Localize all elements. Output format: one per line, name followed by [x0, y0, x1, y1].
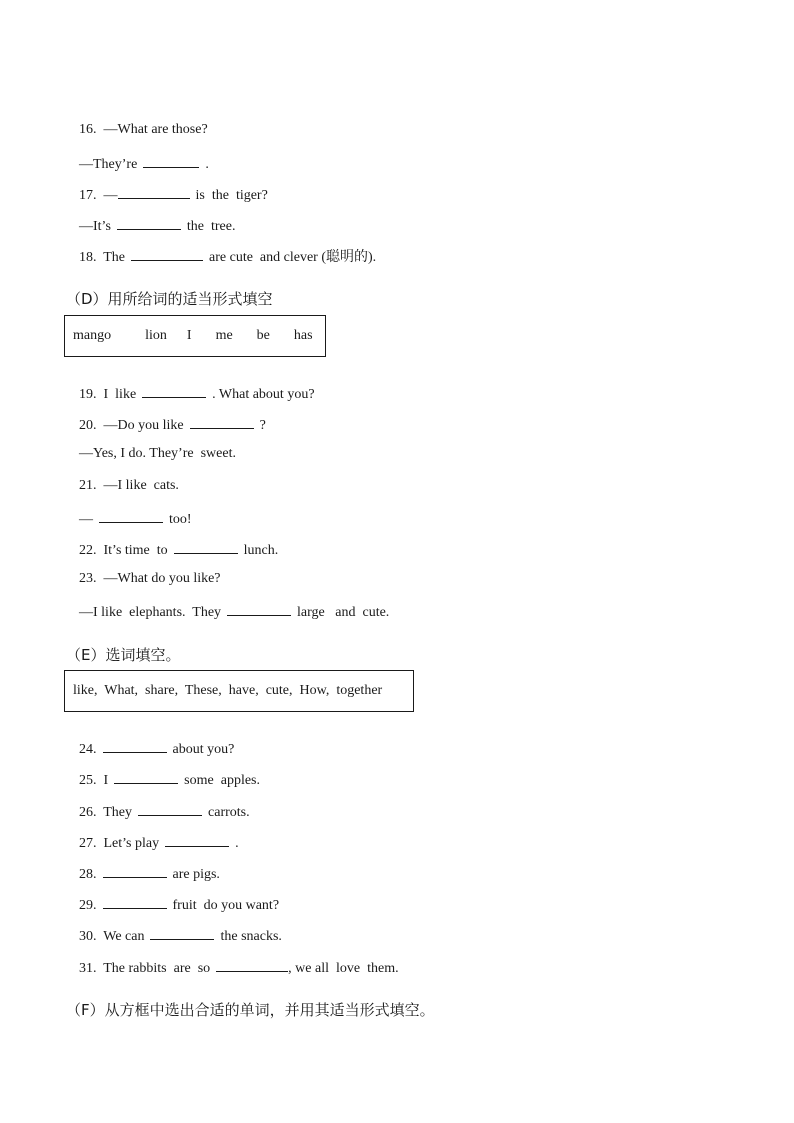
question-suffix: .	[235, 836, 239, 851]
question-number: 31.	[79, 961, 97, 976]
question-prefix: Let’s play	[103, 836, 160, 851]
fill-blank[interactable]	[114, 769, 178, 784]
question-suffix: is the tiger?	[195, 188, 268, 203]
question-suffix: the snacks.	[220, 929, 282, 944]
question-number: 22.	[79, 543, 97, 558]
answer-prefix: —I like elephants. They	[79, 605, 222, 620]
word-bank-item: I	[186, 328, 192, 343]
question-number: 28.	[79, 867, 97, 882]
question-prefix: They	[103, 805, 133, 820]
word-bank-item: be	[256, 328, 270, 343]
question-number: 18.	[79, 250, 97, 265]
question-suffix: are pigs.	[172, 867, 220, 882]
question-number: 29.	[79, 898, 97, 913]
fill-blank[interactable]	[227, 601, 291, 616]
question-prefix: —	[103, 188, 118, 203]
question-number: 17.	[79, 188, 97, 203]
question-number: 25.	[79, 773, 97, 788]
question-number: 21.	[79, 478, 97, 493]
answer-prefix: —	[79, 512, 93, 527]
section-f-title: （F）从方框中选出合适的单词，并用其适当形式填空。	[66, 1001, 435, 1019]
question-number: 27.	[79, 836, 97, 851]
question-prefix: The	[103, 250, 126, 265]
question-suffix: lunch.	[243, 543, 279, 558]
answer-prefix: —They’re	[79, 157, 138, 172]
question-text: —What are those?	[103, 122, 208, 137]
question-prefix: We can	[103, 929, 145, 944]
answer-suffix: the tree.	[186, 219, 236, 234]
answer-suffix: too!	[169, 512, 192, 527]
question-18	[72, 228, 376, 267]
fill-blank[interactable]	[150, 925, 214, 940]
question-suffix: are cute and clever (	[209, 250, 326, 265]
section-e-title: （E）选词填空。	[66, 646, 181, 664]
question-prefix: —Do you like	[103, 418, 184, 433]
question-suffix: about you?	[172, 742, 235, 757]
answer-text: —Yes, I do. They’re sweet.	[79, 446, 236, 461]
answer-23	[72, 583, 389, 622]
answer-20	[72, 427, 236, 463]
answer-suffix: large and cute.	[297, 605, 390, 620]
word-bank-items: like, What, share, These, have, cute, How, together	[73, 683, 383, 698]
chinese-hint: 聪明的	[326, 249, 368, 265]
question-number: 23.	[79, 571, 97, 586]
question-suffix: some apples.	[184, 773, 260, 788]
question-text: —I like cats.	[103, 478, 179, 493]
word-bank-e	[64, 670, 414, 712]
answer-suffix: .	[205, 157, 209, 172]
word-bank-item: has	[293, 328, 313, 343]
question-suffix: carrots.	[208, 805, 250, 820]
question-number: 19.	[79, 387, 97, 402]
word-bank-d	[64, 315, 326, 357]
question-suffix: , we all love them.	[288, 961, 399, 976]
question-number: 30.	[79, 929, 97, 944]
section-d-title: （D）用所给词的适当形式填空	[66, 290, 273, 308]
question-text: —What do you like?	[103, 571, 221, 586]
question-prefix: The rabbits are so	[103, 961, 211, 976]
question-16	[72, 103, 208, 139]
question-number: 24.	[79, 742, 97, 757]
fill-blank[interactable]	[216, 957, 288, 972]
question-suffix: . What about you?	[212, 387, 315, 402]
question-number: 20.	[79, 418, 97, 433]
question-suffix: fruit do you want?	[172, 898, 280, 913]
answer-prefix: —It’s	[79, 219, 111, 234]
word-bank-item: me	[215, 328, 233, 343]
question-31	[72, 939, 399, 978]
fill-blank[interactable]	[131, 246, 203, 261]
question-number: 26.	[79, 805, 97, 820]
word-bank-item: lion	[145, 328, 167, 343]
question-prefix: I like	[103, 387, 137, 402]
question-prefix: I	[103, 773, 109, 788]
question-number: 16.	[79, 122, 97, 137]
question-end: ).	[368, 250, 377, 265]
question-prefix: It’s time to	[103, 543, 168, 558]
question-suffix: ?	[259, 418, 266, 433]
word-bank-item: mango	[73, 328, 112, 343]
